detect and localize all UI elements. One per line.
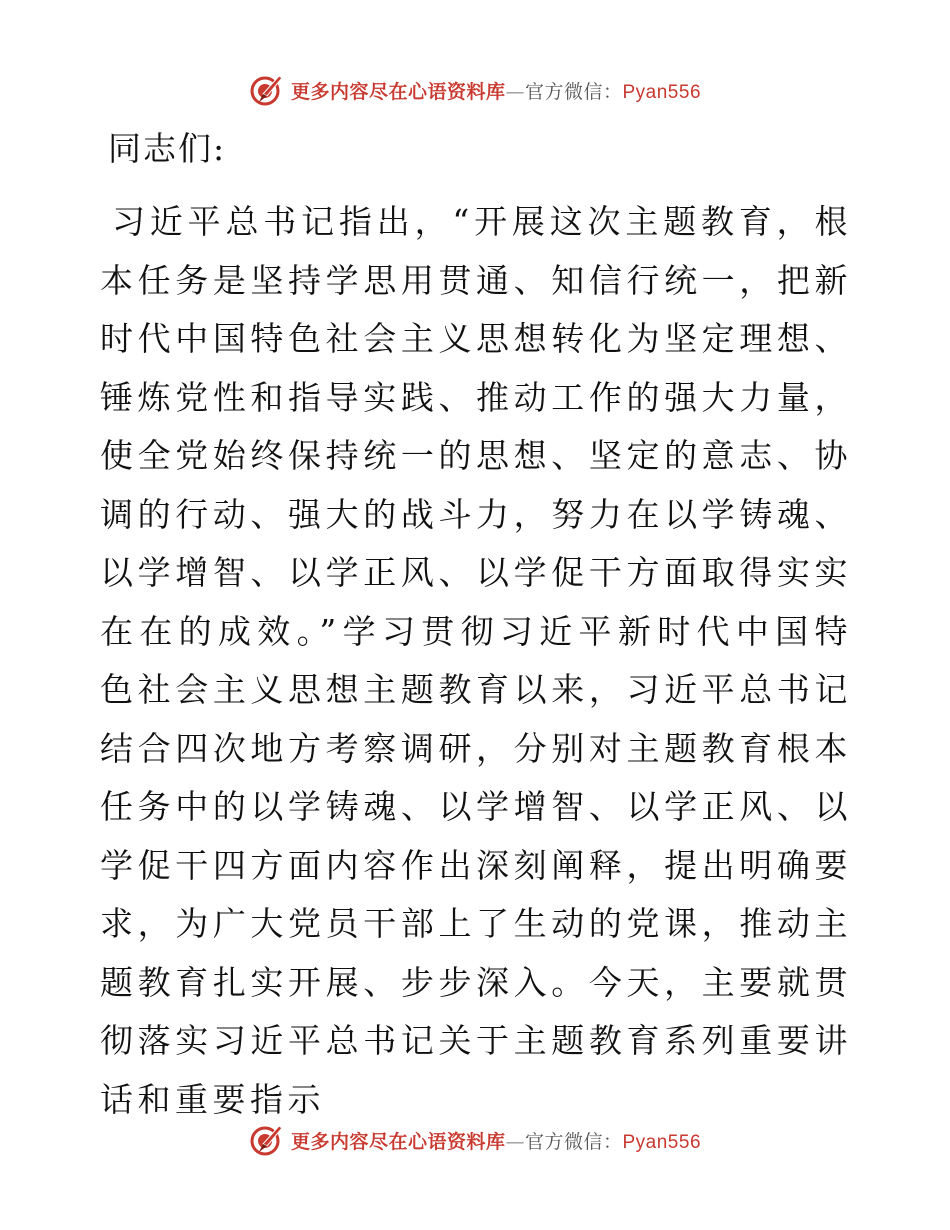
header-official-label: 官方微信： [524,80,623,103]
quill-pen-logo-icon [249,72,285,108]
header-dash: — [505,80,525,103]
salutation: 同志们: [108,129,227,168]
footer-banner [0,1120,950,1160]
quill-pen-logo-icon [249,1122,285,1158]
header-banner [0,70,950,110]
header-brand-text: 更多内容尽在心语资料库 [290,80,506,103]
header-banner-text [291,77,701,104]
header-wechat-handle: Pyan556 [622,81,702,103]
footer-banner-text [291,1127,701,1154]
footer-wechat-handle: Pyan556 [622,1131,702,1153]
body-paragraph: 习近平总书记指出，“开展这次主题教育，根本任务是坚持学思用贯通、知信行统一，把新时代中国特色社会主义思想转化为坚定理想、锤炼党性和指导实践、推动工作的强大力量，使全党始终保持统一的思想、坚定的意志、协调的行动、强大的战斗力，努力在以学铸魂、以学增智、以学正风、以学促干方面取得实实在在的成效。”学习贯彻习近平新时代中国特色社会主义思想主题教育以来，习近平总书记结合四次地方考察调研，分别对主题教育根本任务中的以学铸魂、以学增智、以学正风、以学促干四方面内容作出深刻阐释，提出明确要求，为广大党员干部上了生动的党课，推动主题教育扎实开展、步步深入。今天，主要就贯彻落实习近平总书记关于主题教育系列重要讲话和重要指示 [100,202,852,1119]
document-body [100,125,852,1129]
footer-brand-text: 更多内容尽在心语资料库 [290,1130,506,1153]
footer-dash: — [505,1130,525,1153]
footer-official-label: 官方微信： [524,1130,623,1153]
